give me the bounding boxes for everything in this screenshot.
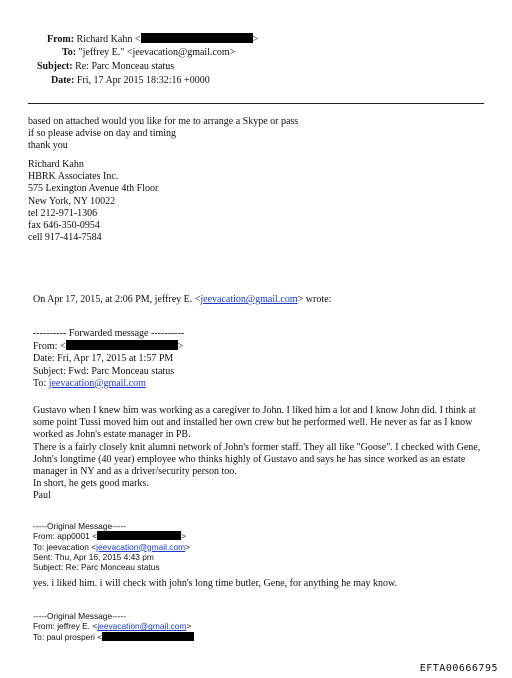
original-subject: Subject: Re: Parc Monceau status [33, 562, 160, 572]
forwarded-header [33, 328, 184, 390]
quote-intro: On Apr 17, 2015, at 2:06 PM, jeffrey E. <jeevacation@gmail.com> wrote: [33, 294, 332, 305]
original-from: From: app0001 < > [33, 531, 186, 542]
reply-body [28, 116, 298, 153]
redaction-bar [102, 632, 194, 641]
subject-label: Subject: [37, 61, 73, 72]
original-to: To: paul prosperi < [33, 632, 194, 642]
header-subject [37, 61, 174, 73]
email-link[interactable]: jeevacation@gmail.com [200, 294, 298, 305]
redaction-bar [97, 531, 181, 540]
subject-value: Re: Parc Monceau status [75, 61, 175, 72]
header-to [62, 47, 235, 59]
forwarded-date: Date: Fri, Apr 17, 2015 at 1:57 PM [33, 353, 174, 365]
body-line: Paul [33, 490, 51, 502]
email-link[interactable]: jeevacation@gmail.com [48, 377, 146, 389]
forwarded-divider: ---------- Forwarded message ---------- [33, 328, 185, 339]
body-line: In short, he gets good marks. [33, 478, 149, 490]
signature-tel: tel 212-971-1306 [28, 207, 98, 219]
body-line: John's longtime (40 year) employee who thinks highly of Gustavo and says he has since worked as an estate [33, 453, 466, 465]
to-label: To: [62, 47, 77, 58]
header-date [51, 75, 210, 87]
forwarded-subject: Subject: Fwd: Parc Monceau status [33, 365, 175, 377]
signature-fax: fax 646-350-0954 [28, 219, 100, 231]
forwarded-from: From: < > [33, 341, 184, 353]
to-value: "jeffrey E." <jeevacation@gmail.com> [78, 47, 236, 58]
signature-address2: New York, NY 10022 [28, 195, 116, 207]
body-line: Gustavo when I knew him was working as a caregiver to John. I liked him a lot and I know John did. I think at [33, 405, 476, 416]
redaction-bar [66, 340, 178, 350]
original-to: To: jeevacation <jeevacation@gmail.com> [33, 541, 191, 552]
message-body [33, 405, 480, 503]
redaction-bar [141, 33, 253, 43]
body-line: worked as John's estate manager in PB. [33, 429, 191, 441]
body-line: manager in NY and as a driver/security person too. [33, 465, 237, 477]
original-message-2 [33, 611, 194, 642]
forwarded-to: To: jeevacation@gmail.com [33, 377, 146, 389]
signature-name: Richard Kahn [28, 159, 84, 170]
date-value: Fri, 17 Apr 2015 18:32:16 +0000 [76, 75, 210, 86]
email-link[interactable]: jeevacation@gmail.com [96, 541, 186, 552]
original-divider: -----Original Message----- [33, 521, 127, 531]
body-line: some point Tussi moved him out and installed her own crew but he performed well. He never as far as I know [33, 417, 473, 429]
reply-line: thank you [28, 140, 68, 152]
signature [28, 159, 158, 244]
body-line: There is a fairly closely knit alumni network of John's former staff. They all like "Goose". I checked with Gene, [33, 441, 481, 453]
original-from: From: jeffrey E. <jeevacation@gmail.com> [33, 621, 192, 632]
reply-2: yes. i liked him. i will check with john's long time butler, Gene, for anything he may know. [33, 578, 398, 589]
email-link[interactable]: jeevacation@gmail.com [97, 621, 187, 632]
date-label: Date: [51, 75, 75, 86]
reply-line: based on attached would you like for me to arrange a Skype or pass [28, 116, 299, 127]
reply-line: if so please advise on day and timing [28, 128, 177, 140]
document-id: EFTA00666795 [419, 663, 498, 674]
signature-company: HBRK Associates Inc. [28, 171, 119, 183]
signature-cell: cell 917-414-7584 [28, 232, 102, 244]
signature-address1: 575 Lexington Avenue 4th Floor [28, 183, 159, 195]
original-message-1 [33, 521, 190, 572]
from-value: Richard Kahn < [76, 34, 141, 45]
original-divider: -----Original Message----- [33, 611, 127, 621]
from-label: From: [47, 34, 75, 45]
header-divider [28, 103, 484, 104]
original-sent: Sent: Thu, Apr 16, 2015 4:43 pm [33, 551, 154, 562]
header-from: From: Richard Kahn < > [47, 34, 259, 45]
